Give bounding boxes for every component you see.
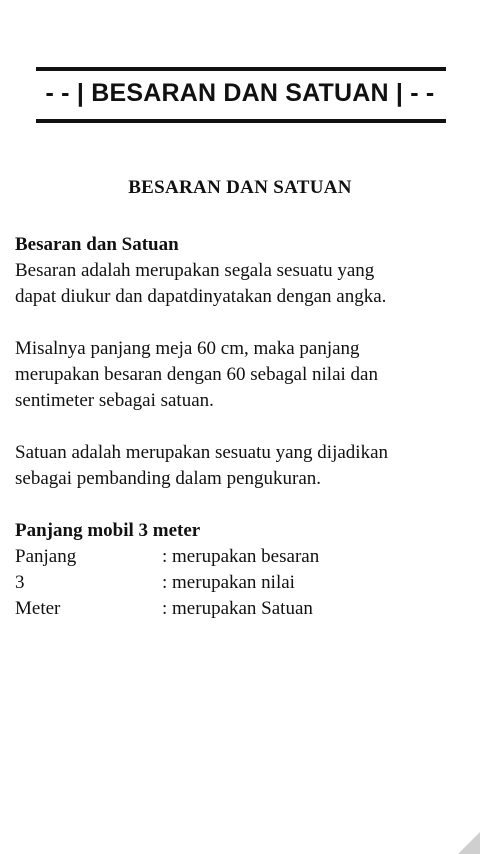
paragraph-spacer (15, 310, 470, 336)
example-title: Panjang mobil 3 meter (15, 520, 201, 541)
banner-top-rule (36, 67, 446, 71)
paragraph-line: dapat diukur dan dapatdinyatakan dengan angka. (15, 286, 387, 307)
paragraph-line: Misalnya panjang meja 60 cm, maka panjang (15, 338, 360, 359)
banner-bottom-rule (36, 119, 446, 123)
paragraph-line: sentimeter sebagai satuan. (15, 390, 214, 411)
example-term: 3 (15, 572, 25, 593)
paragraph-line: merupakan besaran dengan 60 sebagal nilai dan (15, 364, 378, 385)
example-description: : merupakan Satuan (162, 598, 313, 619)
paragraph-spacer (15, 414, 470, 440)
paragraph-line: Besaran adalah merupakan segala sesuatu yang (15, 260, 375, 281)
paragraph-line: sebagai pembanding dalam pengukuran. (15, 468, 322, 489)
document-body (15, 232, 470, 622)
document-heading: BESARAN DAN SATUAN (128, 177, 352, 198)
example-row (15, 596, 470, 622)
section-title: Besaran dan Satuan (15, 234, 179, 255)
example-row (15, 544, 470, 570)
example-description: : merupakan nilai (162, 572, 295, 593)
page-curl-icon[interactable] (458, 832, 480, 854)
example-description: : merupakan besaran (162, 546, 320, 567)
example-row (15, 570, 470, 596)
paragraph-spacer (15, 492, 470, 518)
paragraph-line: Satuan adalah merupakan sesuatu yang dijadikan (15, 442, 389, 463)
banner-title: - - | BESARAN DAN SATUAN | - - (45, 79, 435, 107)
example-term: Panjang (15, 546, 77, 567)
example-term: Meter (15, 598, 61, 619)
